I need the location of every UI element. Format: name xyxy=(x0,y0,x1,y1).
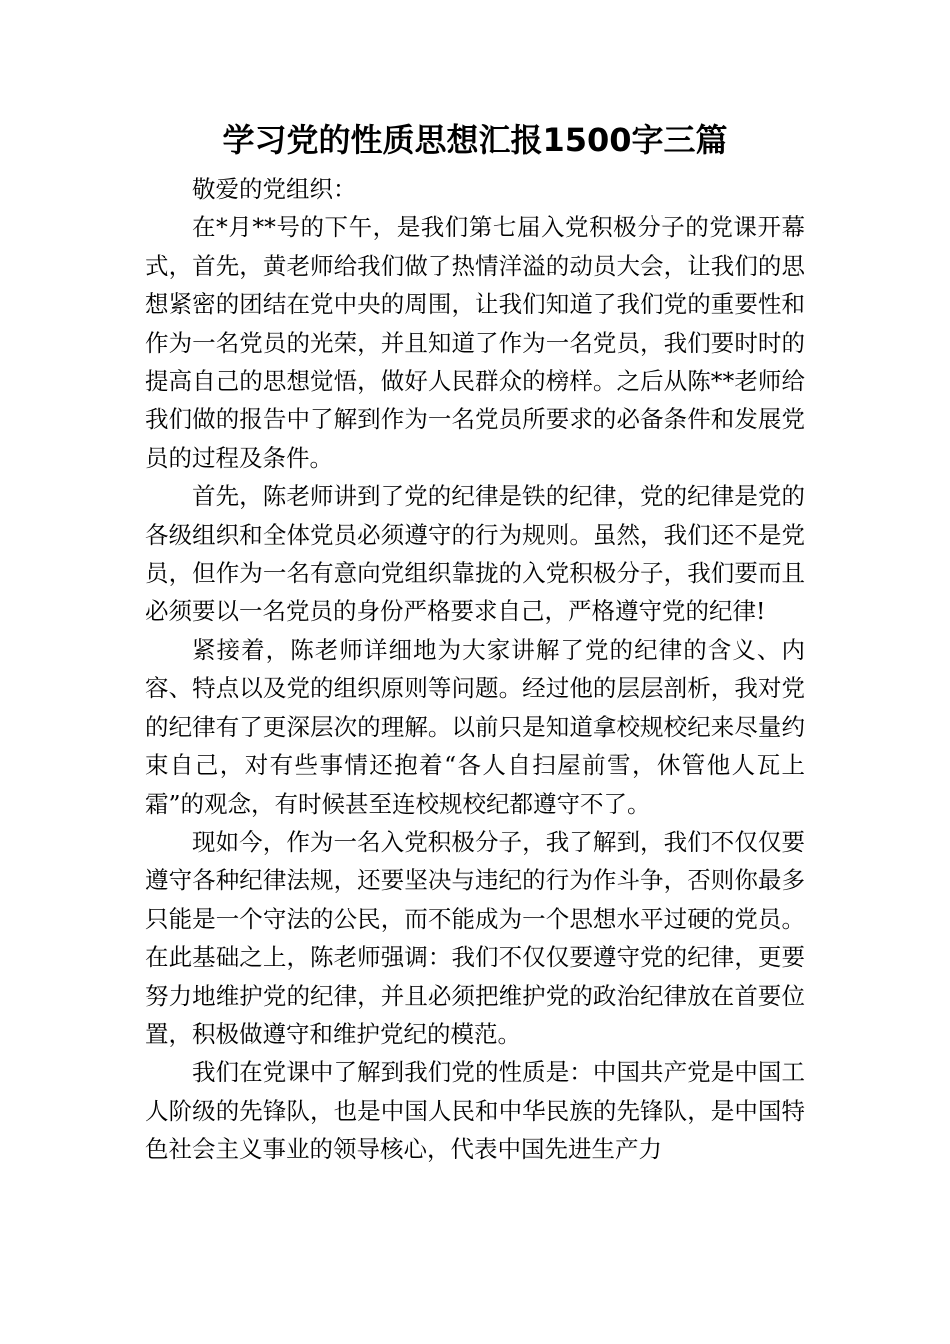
paragraph-5: 我们在党课中了解到我们党的性质是：中国共产党是中国工人阶级的先锋队，也是中国人民和中华民族的先锋队，是中国特色社会主义事业的领导核心，代表中国先进生产力 xyxy=(145,1058,805,1164)
paragraph-3: 紧接着，陈老师详细地为大家讲解了党的纪律的含义、内容、特点以及党的组织原则等问题。经过他的层层剖析，我对党的纪律有了更深层次的理解。以前只是知道拿校规校纪来尽量约束自己，对有些事情还抱着“各人自扫屋前雪，休管他人瓦上霜”的观念，有时候甚至连校规校纪都遵守不了。 xyxy=(145,635,805,818)
salutation: 敬爱的党组织： xyxy=(192,175,357,203)
document-body xyxy=(145,170,805,1169)
document-title: 学习党的性质思想汇报1500字三篇 xyxy=(222,121,728,159)
paragraph-4: 现如今，作为一名入党积极分子，我了解到，我们不仅仅要遵守各种纪律法规，还要坚决与违纪的行为作斗争，否则你最多只能是一个守法的公民，而不能成为一个思想水平过硬的党员。在此基础之上，陈老师强调：我们不仅仅要遵守党的纪律，更要努力地维护党的纪律，并且必须把维护党的政治纪律放在首要位置，积极做遵守和维护党纪的模范。 xyxy=(145,827,805,1048)
paragraph-1: 在*月**号的下午，是我们第七届入党积极分子的党课开幕式，首先，黄老师给我们做了热情洋溢的动员大会，让我们的思想紧密的团结在党中央的周围，让我们知道了我们党的重要性和作为一名党员的光荣，并且知道了作为一名党员，我们要时时的提高自己的思想觉悟，做好人民群众的榜样。之后从陈**老师给我们做的报告中了解到作为一名党员所要求的必备条件和发展党员的过程及条件。 xyxy=(145,213,805,472)
paragraph-2: 首先，陈老师讲到了党的纪律是铁的纪律，党的纪律是党的各级组织和全体党员必须遵守的行为规则。虽然，我们还不是党员，但作为一名有意向党组织靠拢的入党积极分子，我们要而且必须要以一名党员的身份严格要求自己，严格遵守党的纪律! xyxy=(145,482,805,626)
